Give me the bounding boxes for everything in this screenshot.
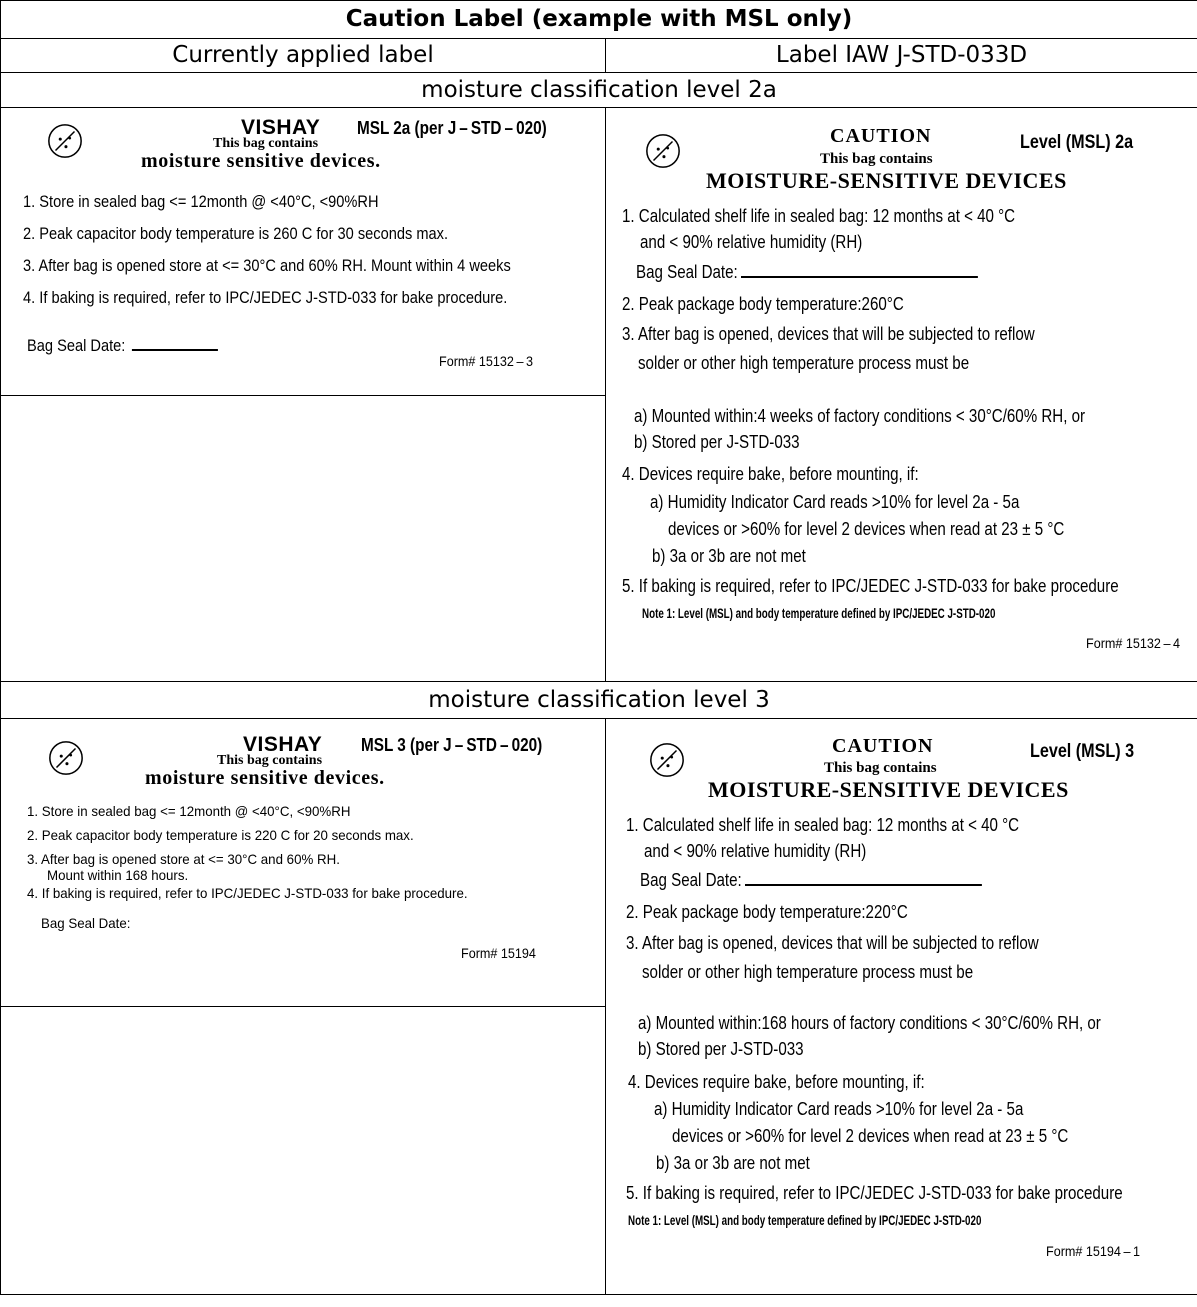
after-opened-line-2: solder or other high temperature process must be xyxy=(638,353,970,373)
brand-name: VISHAY xyxy=(241,116,321,139)
moisture-sensitive-text: MOISTURE-SENSITIVE DEVICES xyxy=(706,168,1067,193)
msl-level: Level (MSL) 3 xyxy=(1030,741,1135,762)
instruction-line-4: 4. If baking is required, refer to IPC/JEDEC J-STD-033 for bake procedure. xyxy=(23,288,508,307)
humidity-indicator-line-2: devices or >60% for level 2 devices when read at 23 ± 5 °C xyxy=(668,519,1065,539)
instruction-line-2: 2. Peak capacitor body temperature is 260 C for 30 seconds max. xyxy=(23,224,449,243)
msl-level: MSL 2a (per J – STD – 020) xyxy=(357,118,547,138)
mounted-within-line: a) Mounted within:168 hours of factory conditions < 30°C/60% RH, or xyxy=(638,1013,1101,1033)
bag-seal-date-blank xyxy=(741,276,978,278)
bag-seal-date-label: Bag Seal Date: xyxy=(636,262,738,282)
new-label-cell-msl-3 xyxy=(606,719,1197,1295)
bake-requirement-line: 4. Devices require bake, before mounting, if: xyxy=(628,1072,925,1092)
bag-seal-date xyxy=(636,262,978,283)
moisture-sensitive-text: moisture sensitive devices. xyxy=(141,150,381,172)
msl-level: MSL 3 (per J – STD – 020) xyxy=(361,735,543,755)
bag-seal-date-blank xyxy=(745,884,982,886)
page-title: Caution Label (example with MSL only) xyxy=(1,1,1197,39)
bake-requirement-line: 4. Devices require bake, before mounting, if: xyxy=(622,464,919,484)
baking-procedure-line: 5. If baking is required, refer to IPC/JEDEC J-STD-033 for bake procedure xyxy=(626,1183,1123,1203)
instruction-line-1: 1. Store in sealed bag <= 12month @ <40°C, <90%RH xyxy=(27,803,351,819)
after-opened-line: 3. After bag is opened, devices that will be subjected to reflow xyxy=(626,933,1039,953)
instruction-line-3: 3. After bag is opened store at <= 30°C and 60% RH. Mount within 4 weeks xyxy=(23,256,511,275)
humidity-indicator-line: a) Humidity Indicator Card reads >10% for level 2a - 5a xyxy=(650,492,1020,512)
instruction-line-3: 3. After bag is opened store at <= 30°C and 60% RH. xyxy=(27,851,340,867)
column-header-new: Label IAW J-STD-033D xyxy=(606,39,1197,73)
bag-seal-date-blank xyxy=(132,349,218,351)
msl-level: Level (MSL) 2a xyxy=(1020,132,1134,153)
bag-seal-date-label: Bag Seal Date: xyxy=(27,336,126,355)
instruction-line-1: 1. Store in sealed bag <= 12month @ <40°C, <90%RH xyxy=(23,192,379,211)
moisture-sensitive-icon xyxy=(644,132,682,170)
form-number: Form# 15194 xyxy=(461,945,536,961)
mounted-within-line: a) Mounted within:4 weeks of factory conditions < 30°C/60% RH, or xyxy=(634,406,1086,426)
humidity-line: and < 90% relative humidity (RH) xyxy=(640,232,863,252)
not-met-line: b) 3a or 3b are not met xyxy=(656,1153,810,1173)
moisture-sensitive-text: MOISTURE-SENSITIVE DEVICES xyxy=(708,777,1069,802)
caution-heading: CAUTION xyxy=(830,125,932,147)
stored-per-line: b) Stored per J-STD-033 xyxy=(638,1039,804,1059)
humidity-line: and < 90% relative humidity (RH) xyxy=(644,841,867,861)
humidity-indicator-line: a) Humidity Indicator Card reads >10% for level 2a - 5a xyxy=(654,1099,1024,1119)
moisture-sensitive-icon xyxy=(46,122,84,160)
shelf-life-line: 1. Calculated shelf life in sealed bag: 12 months at < 40 °C xyxy=(626,815,1020,835)
moisture-sensitive-icon xyxy=(47,739,85,777)
new-label-cell-msl-2a xyxy=(606,108,1197,682)
section-heading-msl-3: moisture classification level 3 xyxy=(1,682,1197,719)
current-label-msl-3 xyxy=(1,719,605,1007)
not-met-line: b) 3a or 3b are not met xyxy=(652,546,806,566)
bag-seal-date xyxy=(640,870,982,891)
bag-contains-text: This bag contains xyxy=(213,136,319,151)
instruction-line-3-cont: Mount within 168 hours. xyxy=(47,867,189,883)
moisture-sensitive-icon xyxy=(648,741,686,779)
bag-contains-text: This bag contains xyxy=(824,760,937,776)
form-number: Form# 15132 – 4 xyxy=(1086,635,1181,651)
note-line: Note 1: Level (MSL) and body temperature defined by IPC/JEDEC J-STD-020 xyxy=(642,605,996,621)
bag-seal-date-label: Bag Seal Date: xyxy=(41,915,131,931)
baking-procedure-line: 5. If baking is required, refer to IPC/JEDEC J-STD-033 for bake procedure xyxy=(622,576,1119,596)
form-number: Form# 15132 – 3 xyxy=(439,353,534,369)
after-opened-line-2: solder or other high temperature process must be xyxy=(642,962,974,982)
bag-seal-date xyxy=(27,336,218,356)
instruction-line-4: 4. If baking is required, refer to IPC/JEDEC J-STD-033 for bake procedure. xyxy=(27,885,468,901)
current-label-cell-msl-3 xyxy=(1,719,606,1295)
caution-heading: CAUTION xyxy=(832,735,934,757)
after-opened-line: 3. After bag is opened, devices that will be subjected to reflow xyxy=(622,324,1035,344)
peak-temperature-line: 2. Peak package body temperature:220°C xyxy=(626,902,908,922)
new-label-msl-3 xyxy=(606,719,1197,1294)
brand-name: VISHAY xyxy=(243,733,323,756)
moisture-sensitive-text: moisture sensitive devices. xyxy=(145,767,385,789)
section-heading-msl-2a: moisture classification level 2a xyxy=(1,73,1197,108)
new-label-msl-2a xyxy=(606,108,1197,681)
column-header-current: Currently applied label xyxy=(1,39,606,73)
bag-seal-date-label: Bag Seal Date: xyxy=(640,870,742,890)
current-label-msl-2a xyxy=(1,108,605,396)
bag-contains-text: This bag contains xyxy=(820,151,933,167)
stored-per-line: b) Stored per J-STD-033 xyxy=(634,432,800,452)
instruction-line-2: 2. Peak capacitor body temperature is 220 C for 20 seconds max. xyxy=(27,827,414,843)
humidity-indicator-line-2: devices or >60% for level 2 devices when read at 23 ± 5 °C xyxy=(672,1126,1069,1146)
shelf-life-line: 1. Calculated shelf life in sealed bag: 12 months at < 40 °C xyxy=(622,206,1016,226)
bag-contains-text: This bag contains xyxy=(217,753,323,768)
note-line: Note 1: Level (MSL) and body temperature defined by IPC/JEDEC J-STD-020 xyxy=(628,1212,982,1228)
form-number: Form# 15194 – 1 xyxy=(1046,1243,1141,1259)
current-label-cell-msl-2a xyxy=(1,108,606,682)
peak-temperature-line: 2. Peak package body temperature:260°C xyxy=(622,294,904,314)
